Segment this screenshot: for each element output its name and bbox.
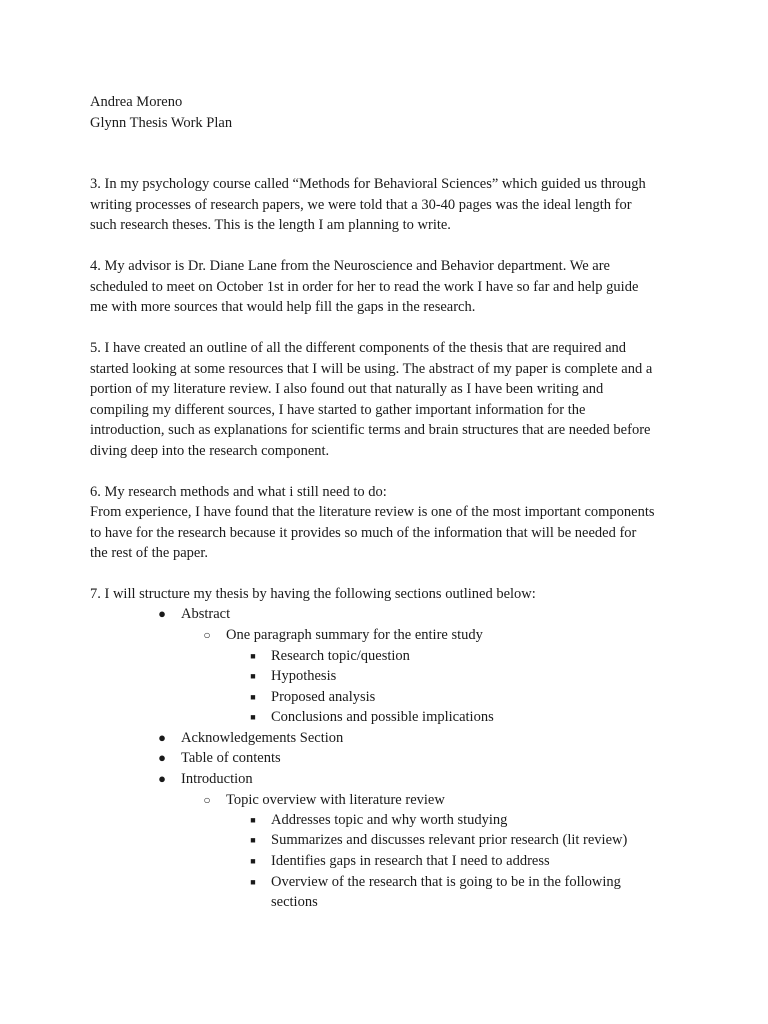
outline-item-introduction: Introduction <box>181 771 253 787</box>
square-bullet-icon: ■ <box>250 651 256 661</box>
paragraph-3-line-2: writing processes of research papers, we were told that a 30-40 pages was the ideal length for <box>90 197 632 213</box>
square-bullet-icon: ■ <box>250 877 256 887</box>
outline-item-acknowledgements: Acknowledgements Section <box>181 730 344 746</box>
outline-item-summarizes-research: Summarizes and discusses relevant prior research (lit review) <box>271 832 628 848</box>
outline-item-hypothesis: Hypothesis <box>271 668 337 684</box>
outline-item-proposed-analysis: Proposed analysis <box>271 689 376 705</box>
paragraph-6-line-2: From experience, I have found that the literature review is one of the most important components <box>90 504 655 520</box>
paragraph-5-line-2: started looking at some resources that I will be using. The abstract of my paper is complete and a <box>90 361 653 377</box>
paragraph-5-line-1: 5. I have created an outline of all the different components of the thesis that are required and <box>90 340 627 356</box>
square-bullet-icon: ■ <box>250 856 256 866</box>
bullet-icon: ● <box>158 750 166 765</box>
paragraph-4-line-3: me with more sources that would help fill the gaps in the research. <box>90 299 476 315</box>
outline-item-research-topic: Research topic/question <box>271 648 410 664</box>
outline-item-conclusions: Conclusions and possible implications <box>271 709 494 725</box>
square-bullet-icon: ■ <box>250 671 256 681</box>
paragraph-4-line-1: 4. My advisor is Dr. Diane Lane from the Neuroscience and Behavior department. We are <box>90 258 610 274</box>
paragraph-5-line-4: compiling my different sources, I have started to gather important information for the <box>90 402 586 418</box>
author-name: Andrea Moreno <box>90 94 183 110</box>
outline-item-identifies-gaps: Identifies gaps in research that I need to address <box>271 853 550 869</box>
outline-item-addresses-topic: Addresses topic and why worth studying <box>271 812 508 828</box>
paragraph-5-line-5: introduction, such as explanations for scientific terms and brain structures that are needed before <box>90 422 651 438</box>
paragraph-3-line-1: 3. In my psychology course called “Methods for Behavioral Sciences” which guided us through <box>90 176 646 192</box>
outline-item-topic-overview: Topic overview with literature review <box>226 792 445 808</box>
bullet-icon: ● <box>158 771 166 786</box>
hollow-circle-bullet-icon: ○ <box>203 628 211 642</box>
outline-item-abstract-summary: One paragraph summary for the entire study <box>226 627 483 643</box>
square-bullet-icon: ■ <box>250 692 256 702</box>
outline-item-research-overview-continued: sections <box>271 894 318 910</box>
paragraph-4-line-2: scheduled to meet on October 1st in order for her to read the work I have so far and help guide <box>90 279 639 295</box>
bullet-icon: ● <box>158 606 166 621</box>
square-bullet-icon: ■ <box>250 835 256 845</box>
paragraph-5-line-6: diving deep into the research component. <box>90 443 330 459</box>
paragraph-7-intro: 7. I will structure my thesis by having the following sections outlined below: <box>90 586 536 602</box>
hollow-circle-bullet-icon: ○ <box>203 793 211 807</box>
square-bullet-icon: ■ <box>250 815 256 825</box>
bullet-icon: ● <box>158 730 166 745</box>
paragraph-6-line-4: the rest of the paper. <box>90 545 208 561</box>
outline-item-research-overview: Overview of the research that is going to be in the following <box>271 874 621 890</box>
paragraph-6-line-3: to have for the research because it provides so much of the information that will be needed for <box>90 525 637 541</box>
paragraph-5-line-3: portion of my literature review. I also found out that naturally as I have been writing and <box>90 381 604 397</box>
outline-item-table-of-contents: Table of contents <box>181 750 281 766</box>
paragraph-3-line-3: such research theses. This is the length I am planning to write. <box>90 217 451 233</box>
outline-item-abstract: Abstract <box>181 606 231 622</box>
square-bullet-icon: ■ <box>250 712 256 722</box>
document-title: Glynn Thesis Work Plan <box>90 115 233 131</box>
paragraph-6-line-1: 6. My research methods and what i still need to do: <box>90 484 387 500</box>
